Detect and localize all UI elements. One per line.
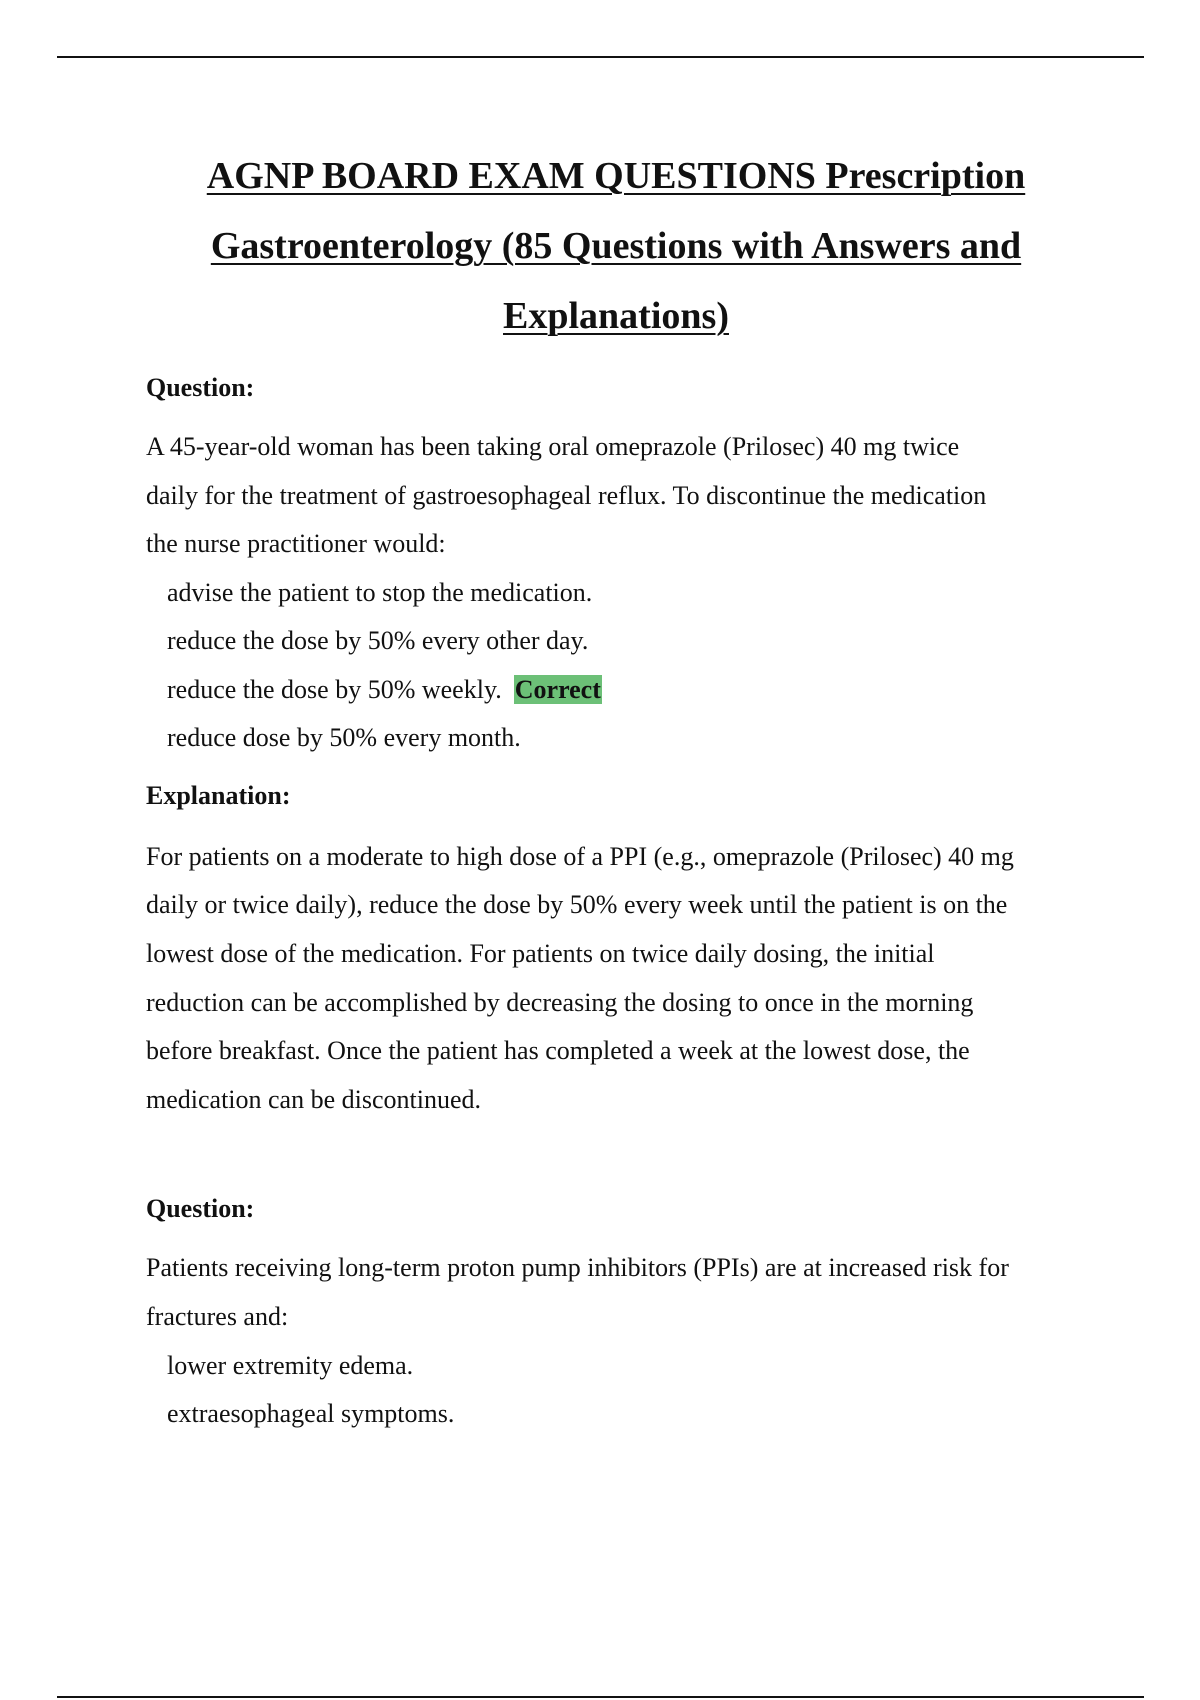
explanation-line: daily or twice daily), reduce the dose by 50% every week until the patient is on the [146,890,1008,920]
question-label: Question: [146,373,255,402]
explanation-label: Explanation: [146,780,291,810]
answer-option [167,569,1096,618]
explanation-line: before breakfast. Once the patient has completed a week at the lowest dose, the [146,1036,970,1066]
title-line-2: Gastroenterology (85 Questions with Answers and [210,225,1022,267]
bottom-rule [57,1696,1144,1698]
answer-option-correct [167,666,1096,715]
stem-line: fractures and: [146,1301,289,1331]
answer-option-text: reduce the dose by 50% weekly. [167,674,502,704]
top-rule [57,56,1144,58]
stem-line: daily for the treatment of gastroesophageal reflux. To discontinue the medication [146,480,987,510]
correct-badge: Correct [514,674,601,704]
stem-line: the nurse practitioner would: [146,529,446,559]
explanation-text [146,833,1096,1125]
answer-option [167,1342,1096,1391]
answer-option-text: reduce the dose by 50% every other day. [167,626,589,656]
question-block-2 [146,1186,1096,1438]
answer-option-text: extraesophageal symptoms. [167,1399,455,1429]
explanation-line: lowest dose of the medication. For patients on twice daily dosing, the initial [146,938,935,968]
answer-option [167,1390,1096,1439]
answer-option-text: lower extremity edema. [167,1350,414,1380]
answer-option-text: reduce dose by 50% every month. [167,723,521,753]
question-block-1 [146,365,1096,1124]
question-stem [146,423,1096,569]
explanation-line: medication can be discontinued. [146,1084,482,1114]
answer-option [167,617,1096,666]
title-line-1: AGNP BOARD EXAM QUESTIONS Prescription [206,155,1026,197]
stem-line: A 45-year-old woman has been taking oral omeprazole (Prilosec) 40 mg twice [146,432,960,461]
stem-line: Patients receiving long-term proton pump inhibitors (PPIs) are at increased risk for [146,1253,1009,1283]
document-title [146,141,1086,351]
explanation-line: For patients on a moderate to high dose of a PPI (e.g., omeprazole (Prilosec) 40 mg [146,841,1014,871]
question-label: Question: [146,1194,255,1224]
answer-options [146,569,1096,763]
question-stem [146,1244,1096,1341]
title-line-3: Explanations) [503,295,729,337]
explanation-line: reduction can be accomplished by decreasing the dosing to once in the morning [146,987,974,1017]
answer-options [146,1342,1096,1439]
answer-option [167,714,1096,763]
document-body [146,365,1096,1439]
answer-option-text: advise the patient to stop the medication. [167,577,593,607]
